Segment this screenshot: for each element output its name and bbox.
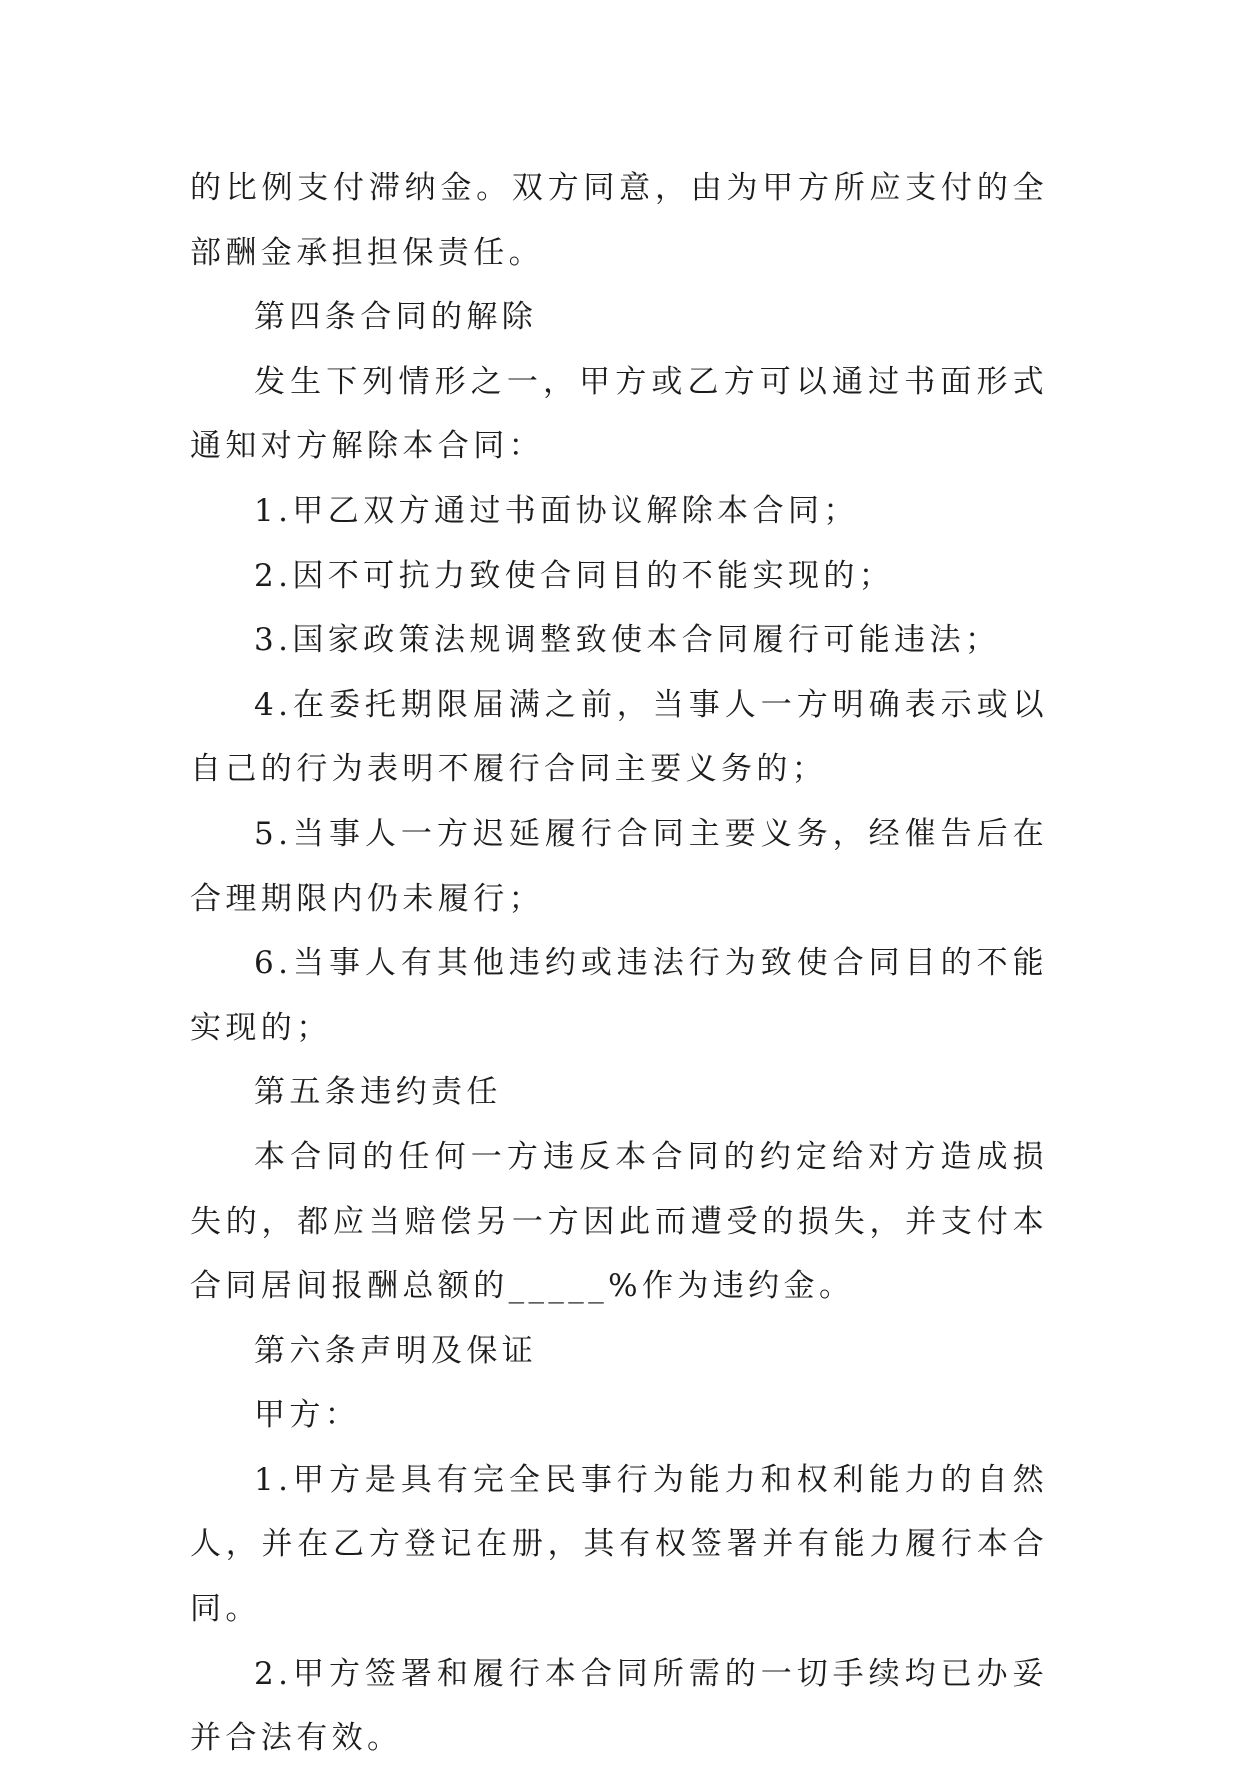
paragraph: 本合同的任何一方违反本合同的约定给对方造成损失的，都应当赔偿另一方因此而遭受的损失，并支付本合同居间报酬总额的_____%作为违约金。 (190, 1138, 1048, 1305)
list-item: 1.甲方是具有完全民事行为能力和权利能力的自然人，并在乙方登记在册，其有权签署并有能力履行本合同。 (190, 1461, 1048, 1628)
section-heading: 第四条合同的解除 (254, 299, 538, 336)
paragraph: 甲方： (254, 1397, 361, 1434)
list-item: 5.当事人一方迟延履行合同主要义务，经催告后在合理期限内仍未履行； (190, 815, 1048, 917)
list-item: 2.甲方签署和履行本合同所需的一切手续均已办妥并合法有效。 (190, 1655, 1048, 1757)
list-item: 4.在委托期限届满之前，当事人一方明确表示或以自己的行为表明不履行合同主要义务的； (190, 686, 1048, 788)
section-heading: 第五条违约责任 (254, 1074, 502, 1111)
list-item: 6.当事人有其他违约或违法行为致使合同目的不能实现的； (190, 945, 1048, 1046)
list-item: 2.因不可抗力致使合同目的不能实现的； (254, 557, 895, 594)
paragraph: 发生下列情形之一，甲方或乙方可以通过书面形式通知对方解除本合同： (190, 363, 1048, 465)
list-item: 3.国家政策法规调整致使本合同履行可能违法； (254, 622, 1001, 659)
document-body (190, 156, 1048, 1771)
list-item: 1.甲乙双方通过书面协议解除本合同； (254, 492, 859, 529)
section-heading: 第六条声明及保证 (254, 1332, 538, 1369)
paragraph: 的比例支付滞纳金。双方同意，由为甲方所应支付的全部酬金承担担保责任。 (190, 170, 1048, 271)
